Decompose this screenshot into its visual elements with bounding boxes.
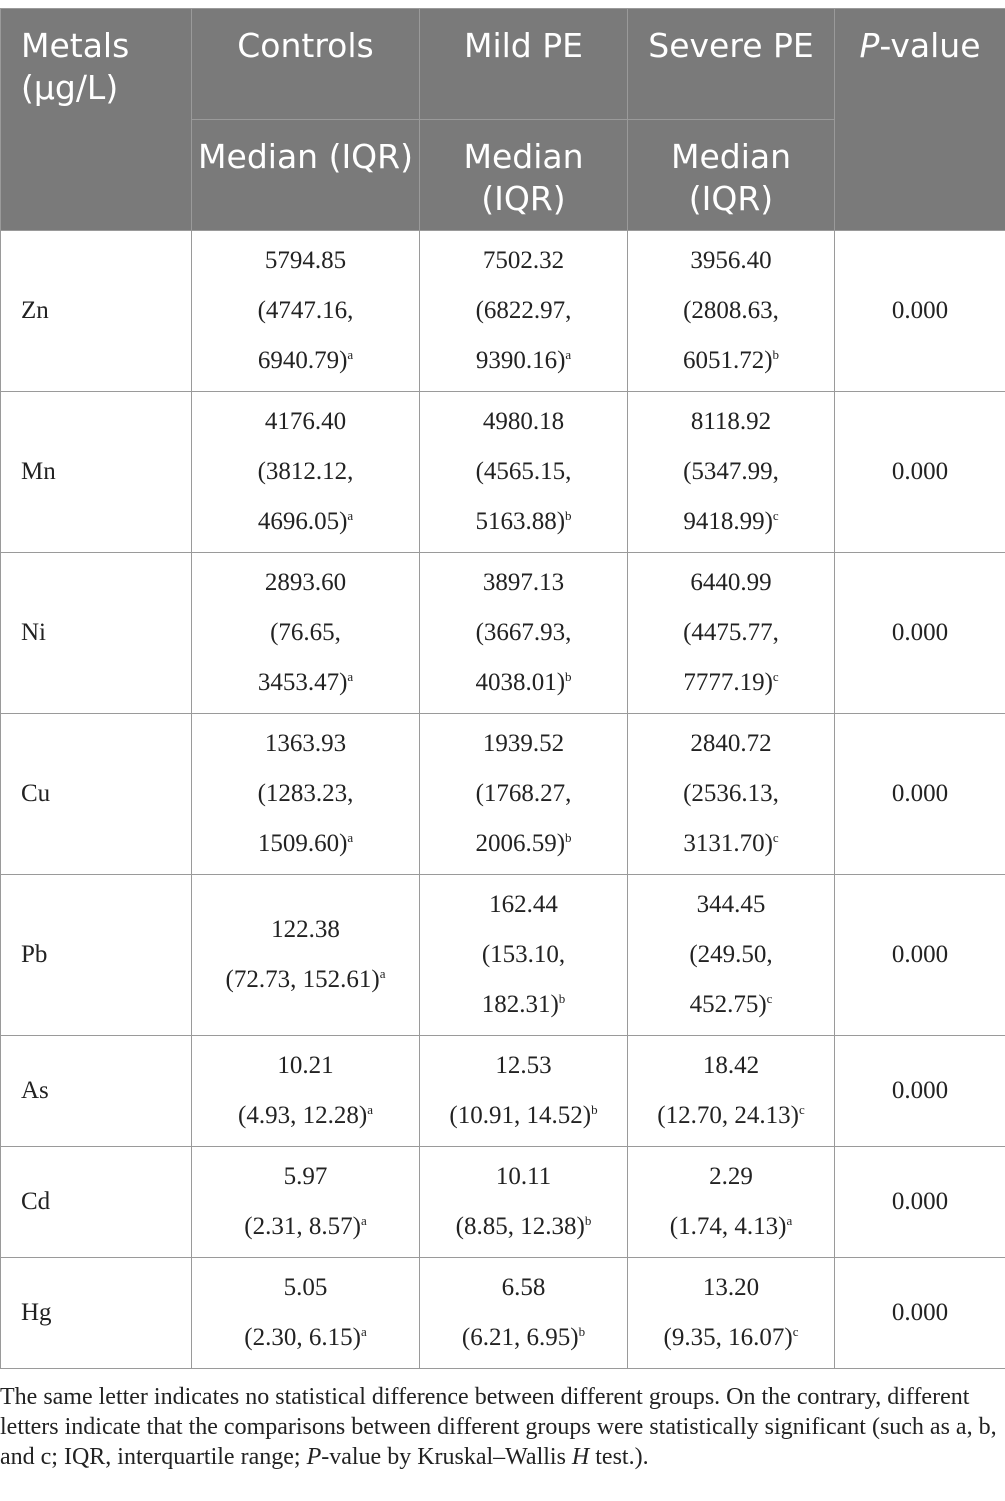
value-text: (72.73, 152.61) (225, 966, 380, 993)
significance-letter: c (766, 991, 773, 1006)
table-row (1, 553, 1005, 714)
value-text: 3897.13 (482, 569, 565, 596)
p-value-cell: 0.000 (835, 1036, 1005, 1147)
iqr-value (424, 1313, 623, 1363)
value-text: (8.85, 12.38) (455, 1213, 585, 1240)
value-text: 12.53 (495, 1052, 552, 1079)
value-text: 3453.47) (257, 669, 348, 696)
controls-value-cell (192, 392, 420, 553)
value-text: 2.29 (709, 1163, 753, 1190)
mild-value-cell (420, 392, 628, 553)
significance-letter: c (772, 508, 779, 523)
significance-letter: c (772, 669, 779, 684)
iqr-value (424, 447, 623, 497)
value-text: 4980.18 (482, 408, 565, 435)
significance-letter: a (360, 1213, 367, 1228)
value-text: (1.74, 4.13) (669, 1213, 787, 1240)
value-text: 452.75) (689, 991, 767, 1018)
iqr-value (196, 769, 415, 819)
iqr-value (632, 930, 830, 980)
value-text: (2536.13, (683, 780, 779, 807)
value-text: (4747.16, (257, 297, 354, 324)
value-text: 3956.40 (690, 247, 772, 274)
controls-value-cell (192, 1258, 420, 1369)
iqr-value (196, 447, 415, 497)
value-text: 18.42 (702, 1052, 760, 1079)
value-text: (4.93, 12.28) (238, 1102, 368, 1129)
iqr-value (196, 608, 415, 658)
severe-value-cell (628, 553, 835, 714)
iqr-value (424, 286, 623, 336)
iqr-value (196, 819, 415, 869)
value-text: (1768.27, (475, 780, 572, 807)
table-row (1, 1258, 1005, 1369)
severe-value-cell (628, 714, 835, 875)
metal-name-cell: Mn (1, 392, 192, 553)
iqr-value (632, 1091, 830, 1141)
value-text: 7777.19) (683, 669, 773, 696)
median-value (196, 719, 415, 769)
significance-letter: b (565, 830, 572, 845)
severe-median-subheader: Median (IQR) (628, 120, 835, 231)
value-text: 2006.59) (475, 830, 566, 857)
value-text: (5347.99, (683, 458, 779, 485)
median-value (632, 558, 830, 608)
value-text: 182.31) (481, 991, 559, 1018)
controls-column-header: Controls (192, 9, 420, 120)
value-text: 2840.72 (690, 730, 772, 757)
iqr-value (632, 658, 830, 708)
value-text: (9.35, 16.07) (663, 1324, 793, 1351)
controls-value-cell (192, 714, 420, 875)
severe-value-cell (628, 231, 835, 392)
metal-name-cell: Ni (1, 553, 192, 714)
p-value-cell: 0.000 (835, 231, 1005, 392)
median-value (424, 719, 623, 769)
median-value (632, 397, 830, 447)
significance-letter: b (558, 991, 566, 1006)
table-footnote (0, 1382, 1000, 1472)
significance-letter: a (379, 966, 386, 981)
significance-letter: b (584, 1213, 592, 1228)
value-text: 5163.88) (475, 508, 566, 535)
median-value (632, 236, 830, 286)
value-text: (10.91, 14.52) (449, 1102, 592, 1129)
value-text: (76.65, (270, 619, 341, 646)
iqr-value (196, 955, 415, 1005)
mild-value-cell (420, 714, 628, 875)
mild-pe-column-header: Mild PE (420, 9, 628, 120)
table-row (1, 1147, 1005, 1258)
median-value (632, 719, 830, 769)
value-text: 10.21 (277, 1052, 334, 1079)
value-text: (4475.77, (683, 619, 779, 646)
value-text: (6822.97, (475, 297, 572, 324)
p-value-cell: 0.000 (835, 1258, 1005, 1369)
mild-value-cell (420, 875, 628, 1036)
median-value (196, 236, 415, 286)
median-value (632, 880, 830, 930)
value-text: 13.20 (702, 1274, 760, 1301)
footnote-h-italic: H (571, 1444, 590, 1470)
table-row (1, 1036, 1005, 1147)
metal-name-cell: Pb (1, 875, 192, 1036)
iqr-value (424, 658, 623, 708)
controls-value-cell (192, 875, 420, 1036)
value-text: (6.21, 6.95) (461, 1324, 579, 1351)
controls-value-cell (192, 1147, 420, 1258)
table-row (1, 392, 1005, 553)
value-text: 162.44 (489, 891, 558, 918)
footnote-text-3: test.). (589, 1444, 649, 1470)
iqr-value (632, 819, 830, 869)
p-value-suffix: -value (879, 26, 981, 65)
controls-value-cell (192, 231, 420, 392)
severe-value-cell (628, 392, 835, 553)
median-value (632, 1152, 830, 1202)
median-value (632, 1041, 830, 1091)
controls-value-cell (192, 553, 420, 714)
value-text: 10.11 (495, 1163, 552, 1190)
iqr-value (632, 1313, 830, 1363)
iqr-value (424, 769, 623, 819)
value-text: (3667.93, (475, 619, 572, 646)
median-value (424, 397, 623, 447)
median-value (196, 1041, 415, 1091)
value-text: 9390.16) (475, 347, 566, 374)
iqr-value (424, 1202, 623, 1252)
p-value-cell: 0.000 (835, 553, 1005, 714)
table-header (1, 9, 1005, 231)
iqr-value (632, 447, 830, 497)
mild-median-subheader: Median (IQR) (420, 120, 628, 231)
value-text: (12.70, 24.13) (657, 1102, 799, 1129)
mild-value-cell (420, 1258, 628, 1369)
significance-letter: c (772, 830, 779, 845)
value-text: (4565.15, (475, 458, 572, 485)
iqr-value (632, 497, 830, 547)
median-value (424, 880, 623, 930)
value-text: (3812.12, (257, 458, 354, 485)
footnote-p-italic: P (306, 1444, 322, 1470)
metal-name-cell: Cd (1, 1147, 192, 1258)
table-row (1, 231, 1005, 392)
significance-letter: a (347, 669, 354, 684)
value-text: (2.30, 6.15) (244, 1324, 361, 1351)
median-value (424, 1263, 623, 1313)
mild-value-cell (420, 1147, 628, 1258)
p-value-cell: 0.000 (835, 875, 1005, 1036)
significance-letter: a (565, 347, 572, 362)
p-value-cell: 0.000 (835, 714, 1005, 875)
median-value (196, 558, 415, 608)
iqr-value (196, 658, 415, 708)
footnote-text-2: -value by Kruskal–Wallis (321, 1444, 572, 1470)
metal-name-cell: Cu (1, 714, 192, 875)
value-text: 5.05 (283, 1274, 328, 1301)
metals-table (0, 8, 1005, 1369)
value-text: (2.31, 8.57) (244, 1213, 361, 1240)
table-row (1, 714, 1005, 875)
median-value (632, 1263, 830, 1313)
value-text: 4696.05) (257, 508, 348, 535)
median-value (424, 558, 623, 608)
significance-letter: a (360, 1324, 367, 1339)
metal-name-cell: Zn (1, 231, 192, 392)
iqr-value (632, 769, 830, 819)
controls-value-cell (192, 1036, 420, 1147)
value-text: 344.45 (696, 891, 766, 918)
value-text: 5.97 (283, 1163, 328, 1190)
value-text: 6.58 (501, 1274, 546, 1301)
severe-value-cell (628, 1147, 835, 1258)
metal-name-cell: As (1, 1036, 192, 1147)
value-text: 8118.92 (690, 408, 772, 435)
median-value (424, 236, 623, 286)
iqr-value (424, 980, 623, 1030)
footnote-text-1: The same letter indicates no statistical difference between different groups. On the contrary, different letters indicate that the comparisons between different groups were statistically significant (such as a, b, and c; IQR, interquartile range; (0, 1384, 997, 1470)
value-text: 4176.40 (264, 408, 347, 435)
significance-letter: c (798, 1102, 805, 1117)
iqr-value (424, 336, 623, 386)
significance-letter: b (565, 669, 572, 684)
iqr-value (424, 930, 623, 980)
iqr-value (424, 497, 623, 547)
significance-letter: b (591, 1102, 598, 1117)
median-value (424, 1152, 623, 1202)
p-value-column-header (835, 9, 1005, 231)
value-text: 7502.32 (482, 247, 565, 274)
value-text: 4038.01) (475, 669, 566, 696)
median-value (196, 1263, 415, 1313)
iqr-value (632, 286, 830, 336)
severe-value-cell (628, 1036, 835, 1147)
median-value (424, 1041, 623, 1091)
p-value-cell: 0.000 (835, 392, 1005, 553)
mild-value-cell (420, 231, 628, 392)
iqr-value (632, 608, 830, 658)
iqr-value (196, 1202, 415, 1252)
significance-letter: a (786, 1213, 793, 1228)
value-text: (249.50, (689, 941, 773, 968)
value-text: 6940.79) (257, 347, 348, 374)
significance-letter: a (347, 830, 354, 845)
iqr-value (632, 1202, 830, 1252)
significance-letter: c (792, 1324, 799, 1339)
significance-letter: a (347, 508, 354, 523)
value-text: 122.38 (271, 916, 340, 943)
value-text: 3131.70) (683, 830, 773, 857)
value-text: 6051.72) (682, 347, 773, 374)
median-value (196, 905, 415, 955)
severe-value-cell (628, 1258, 835, 1369)
iqr-value (632, 336, 830, 386)
significance-letter: a (347, 347, 354, 362)
value-text: 5794.85 (264, 247, 347, 274)
value-text: 1939.52 (482, 730, 565, 757)
metal-name-cell: Hg (1, 1258, 192, 1369)
value-text: 2893.60 (264, 569, 347, 596)
value-text: (153.10, (481, 941, 566, 968)
controls-median-subheader: Median (IQR) (192, 120, 420, 231)
table-row (1, 875, 1005, 1036)
iqr-value (424, 1091, 623, 1141)
severe-pe-column-header: Severe PE (628, 9, 835, 120)
p-italic: P (859, 26, 880, 65)
mild-value-cell (420, 1036, 628, 1147)
value-text: (1283.23, (257, 780, 354, 807)
table-body (1, 231, 1005, 1369)
value-text: (2808.63, (683, 297, 779, 324)
median-value (196, 397, 415, 447)
value-text: 1363.93 (264, 730, 347, 757)
severe-value-cell (628, 875, 835, 1036)
iqr-value (196, 286, 415, 336)
iqr-value (632, 980, 830, 1030)
median-value (196, 1152, 415, 1202)
significance-letter: a (367, 1102, 373, 1117)
mild-value-cell (420, 553, 628, 714)
significance-letter: b (772, 347, 780, 362)
significance-letter: b (565, 508, 572, 523)
value-text: 9418.99) (683, 508, 773, 535)
iqr-value (196, 336, 415, 386)
iqr-value (196, 497, 415, 547)
iqr-value (196, 1091, 415, 1141)
iqr-value (424, 819, 623, 869)
p-value-cell: 0.000 (835, 1147, 1005, 1258)
iqr-value (196, 1313, 415, 1363)
significance-letter: b (578, 1324, 586, 1339)
value-text: 6440.99 (690, 569, 772, 596)
metals-column-header: Metals (µg/L) (1, 9, 192, 231)
iqr-value (424, 608, 623, 658)
value-text: 1509.60) (257, 830, 348, 857)
